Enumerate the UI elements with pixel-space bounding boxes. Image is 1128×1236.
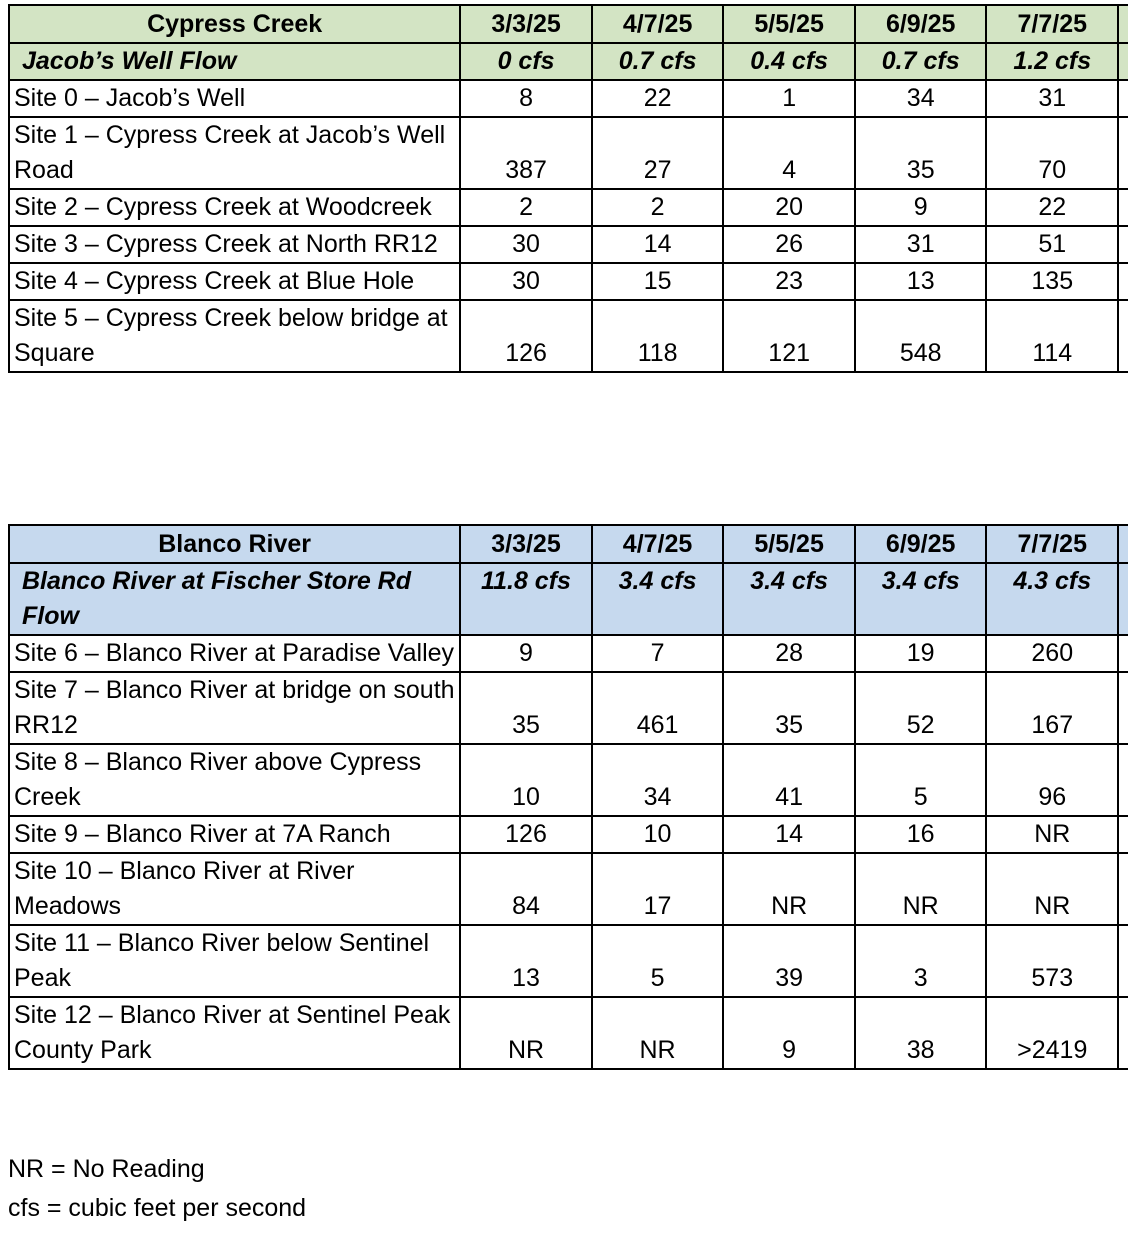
reading-cell: NR xyxy=(592,997,724,1069)
blanco-river-table xyxy=(8,524,1128,1070)
date-header: 6/9/25 xyxy=(855,525,987,563)
reading-cell: 13 xyxy=(460,925,592,997)
reading-cell: 22 xyxy=(592,80,724,117)
reading-cell: 34 xyxy=(855,80,987,117)
reading-cell: 51 xyxy=(986,226,1118,263)
reading-cell: NR xyxy=(460,997,592,1069)
reading-cell: 16 xyxy=(855,816,987,853)
site-name: Site 11 – Blanco River below Sentinel Peak xyxy=(9,925,460,997)
reading-cell: 1 xyxy=(723,80,855,117)
date-header: 6/9/25 xyxy=(855,5,987,43)
reading-cell: 31 xyxy=(986,80,1118,117)
site-name: Site 8 – Blanco River above Cypress Creek xyxy=(9,744,460,816)
reading-cell: 9 xyxy=(855,189,987,226)
flow-value: 0.4 cfs xyxy=(723,43,855,80)
flow-row xyxy=(9,563,1128,635)
reading-cell: 38 xyxy=(855,997,987,1069)
site-name: Site 10 – Blanco River at River Meadows xyxy=(9,853,460,925)
note-nr: NR = No Reading xyxy=(8,1155,205,1183)
cropped-column xyxy=(1118,563,1128,635)
reading-cell: 4 xyxy=(723,117,855,189)
table-row xyxy=(9,816,1128,853)
reading-cell: 114 xyxy=(986,300,1118,372)
reading-cell: 9 xyxy=(723,997,855,1069)
reading-cell: 13 xyxy=(855,263,987,300)
reading-cell: 23 xyxy=(723,263,855,300)
table-row xyxy=(9,300,1128,372)
cropped-column xyxy=(1118,80,1128,117)
reading-cell: 35 xyxy=(855,117,987,189)
reading-cell: 19 xyxy=(855,635,987,672)
reading-cell: 30 xyxy=(460,226,592,263)
reading-cell: 39 xyxy=(723,925,855,997)
reading-cell: 34 xyxy=(592,744,724,816)
cropped-column xyxy=(1118,672,1128,744)
cypress-creek-table xyxy=(8,4,1128,373)
cropped-column xyxy=(1118,997,1128,1069)
reading-cell: 30 xyxy=(460,263,592,300)
cropped-column xyxy=(1118,117,1128,189)
table-header-row xyxy=(9,5,1128,43)
cropped-column xyxy=(1118,300,1128,372)
table-notes xyxy=(8,1150,306,1228)
reading-cell: 461 xyxy=(592,672,724,744)
table-row xyxy=(9,117,1128,189)
cropped-column xyxy=(1118,744,1128,816)
reading-cell: 7 xyxy=(592,635,724,672)
reading-cell: >2419 xyxy=(986,997,1118,1069)
table-header-row xyxy=(9,525,1128,563)
cropped-column xyxy=(1118,635,1128,672)
date-header: 5/5/25 xyxy=(723,5,855,43)
reading-cell: 260 xyxy=(986,635,1118,672)
reading-cell: 14 xyxy=(592,226,724,263)
date-header: 7/7/25 xyxy=(986,525,1118,563)
flow-value: 0.7 cfs xyxy=(855,43,987,80)
reading-cell: 2 xyxy=(592,189,724,226)
reading-cell: 28 xyxy=(723,635,855,672)
reading-cell: 96 xyxy=(986,744,1118,816)
reading-cell: 126 xyxy=(460,816,592,853)
table-row xyxy=(9,226,1128,263)
flow-value: 3.4 cfs xyxy=(723,563,855,635)
reading-cell: 8 xyxy=(460,80,592,117)
reading-cell: 35 xyxy=(460,672,592,744)
reading-cell: 3 xyxy=(855,925,987,997)
reading-cell: 15 xyxy=(592,263,724,300)
cropped-column xyxy=(1118,853,1128,925)
table-title: Cypress Creek xyxy=(9,5,460,43)
flow-value: 11.8 cfs xyxy=(460,563,592,635)
cropped-column xyxy=(1118,189,1128,226)
table-row xyxy=(9,635,1128,672)
reading-cell: 27 xyxy=(592,117,724,189)
reading-cell: 26 xyxy=(723,226,855,263)
flow-label: Blanco River at Fischer Store Rd Flow xyxy=(9,563,460,635)
site-name: Site 12 – Blanco River at Sentinel Peak County Park xyxy=(9,997,460,1069)
site-name: Site 0 – Jacob’s Well xyxy=(9,80,460,117)
table-row xyxy=(9,997,1128,1069)
site-name: Site 6 – Blanco River at Paradise Valley xyxy=(9,635,460,672)
reading-cell: 167 xyxy=(986,672,1118,744)
reading-cell: 52 xyxy=(855,672,987,744)
table-row xyxy=(9,744,1128,816)
reading-cell: 387 xyxy=(460,117,592,189)
reading-cell: 84 xyxy=(460,853,592,925)
site-name: Site 9 – Blanco River at 7A Ranch xyxy=(9,816,460,853)
cropped-column xyxy=(1118,525,1128,563)
site-name: Site 4 – Cypress Creek at Blue Hole xyxy=(9,263,460,300)
cropped-column xyxy=(1118,43,1128,80)
cropped-column xyxy=(1118,925,1128,997)
reading-cell: 35 xyxy=(723,672,855,744)
site-name: Site 3 – Cypress Creek at North RR12 xyxy=(9,226,460,263)
flow-value: 0 cfs xyxy=(460,43,592,80)
reading-cell: 121 xyxy=(723,300,855,372)
flow-value: 3.4 cfs xyxy=(592,563,724,635)
reading-cell: 20 xyxy=(723,189,855,226)
cropped-column xyxy=(1118,226,1128,263)
reading-cell: NR xyxy=(986,853,1118,925)
reading-cell: 5 xyxy=(855,744,987,816)
reading-cell: 126 xyxy=(460,300,592,372)
reading-cell: 31 xyxy=(855,226,987,263)
reading-cell: 135 xyxy=(986,263,1118,300)
reading-cell: 70 xyxy=(986,117,1118,189)
cropped-column xyxy=(1118,5,1128,43)
date-header: 4/7/25 xyxy=(592,5,724,43)
date-header: 4/7/25 xyxy=(592,525,724,563)
flow-value: 4.3 cfs xyxy=(986,563,1118,635)
site-name: Site 1 – Cypress Creek at Jacob’s Well Road xyxy=(9,117,460,189)
reading-cell: 17 xyxy=(592,853,724,925)
site-name: Site 2 – Cypress Creek at Woodcreek xyxy=(9,189,460,226)
table-row xyxy=(9,263,1128,300)
reading-cell: 548 xyxy=(855,300,987,372)
reading-cell: 2 xyxy=(460,189,592,226)
table-row xyxy=(9,853,1128,925)
flow-value: 1.2 cfs xyxy=(986,43,1118,80)
reading-cell: NR xyxy=(723,853,855,925)
note-cfs: cfs = cubic feet per second xyxy=(8,1194,307,1222)
reading-cell: 10 xyxy=(460,744,592,816)
reading-cell: 22 xyxy=(986,189,1118,226)
table-row xyxy=(9,80,1128,117)
reading-cell: 41 xyxy=(723,744,855,816)
table-row xyxy=(9,925,1128,997)
date-header: 3/3/25 xyxy=(460,525,592,563)
reading-cell: 573 xyxy=(986,925,1118,997)
cropped-column xyxy=(1118,263,1128,300)
reading-cell: NR xyxy=(855,853,987,925)
table-row xyxy=(9,672,1128,744)
reading-cell: NR xyxy=(986,816,1118,853)
flow-label: Jacob’s Well Flow xyxy=(9,43,460,80)
table-row xyxy=(9,189,1128,226)
flow-value: 3.4 cfs xyxy=(855,563,987,635)
cropped-column xyxy=(1118,816,1128,853)
reading-cell: 118 xyxy=(592,300,724,372)
reading-cell: 5 xyxy=(592,925,724,997)
reading-cell: 9 xyxy=(460,635,592,672)
date-header: 7/7/25 xyxy=(986,5,1118,43)
table-title: Blanco River xyxy=(9,525,460,563)
date-header: 5/5/25 xyxy=(723,525,855,563)
flow-value: 0.7 cfs xyxy=(592,43,724,80)
date-header: 3/3/25 xyxy=(460,5,592,43)
site-name: Site 7 – Blanco River at bridge on south RR12 xyxy=(9,672,460,744)
reading-cell: 14 xyxy=(723,816,855,853)
site-name: Site 5 – Cypress Creek below bridge at Square xyxy=(9,300,460,372)
reading-cell: 10 xyxy=(592,816,724,853)
flow-row xyxy=(9,43,1128,80)
